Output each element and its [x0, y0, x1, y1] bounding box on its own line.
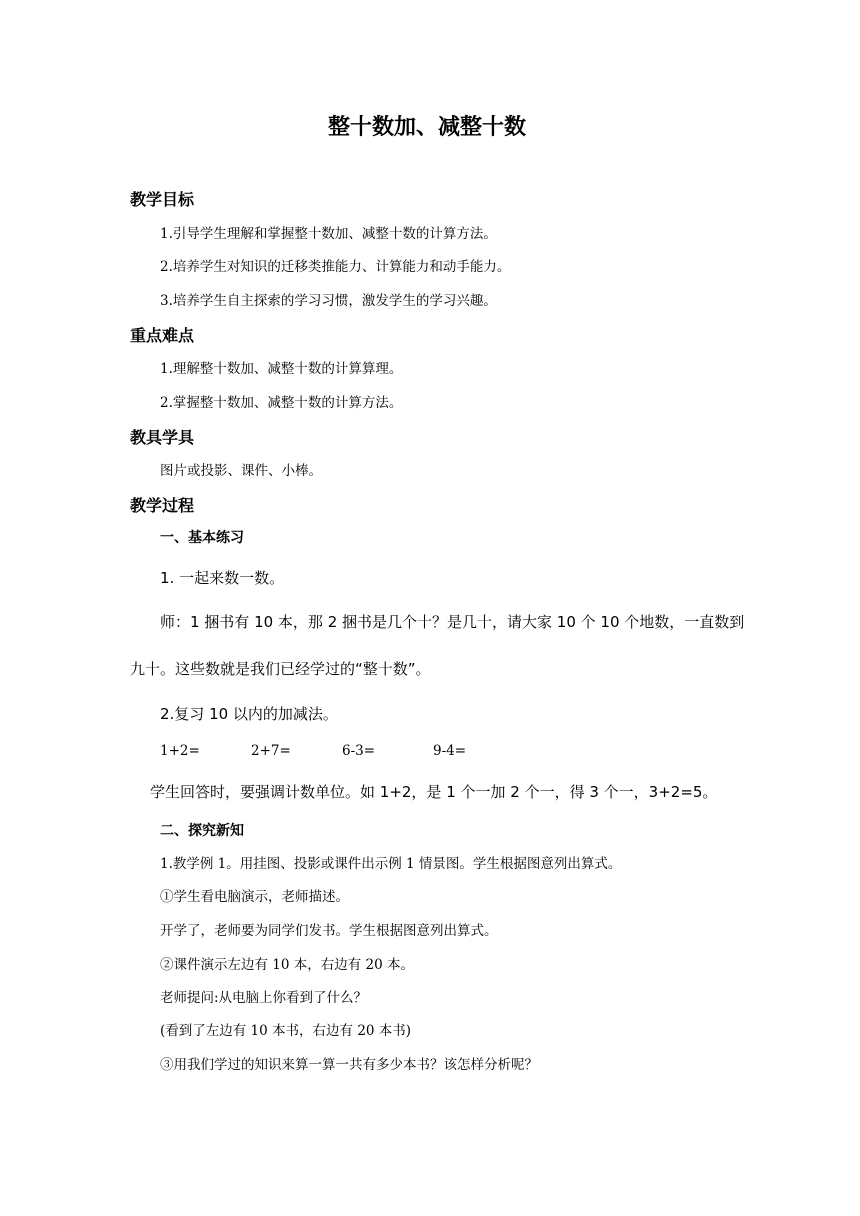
- part2-heading: 二、探究新知: [160, 823, 244, 839]
- teacher-line-2: 九十。这些数就是我们已经学过的“整十数”。: [130, 660, 431, 678]
- section-heading-process: 教学过程: [130, 496, 195, 515]
- objective-item-1: 1.引导学生理解和掌握整十数加、减整十数的计算方法。: [160, 226, 497, 242]
- part2-line-2: ①学生看电脑演示，老师描述。: [160, 889, 349, 905]
- part2-line-3: 开学了，老师要为同学们发书。学生根据图意列出算式。: [160, 923, 498, 939]
- counting-unit-note: 学生回答时，要强调计数单位。如 1+2，是 1 个一加 2 个一，得 3 个一，3+2=5。: [150, 783, 718, 801]
- objective-item-2: 2.培养学生对知识的迁移类推能力、计算能力和动手能力。: [160, 259, 511, 275]
- section-heading-key-points: 重点难点: [130, 326, 195, 345]
- exercise-4: 9-4=: [433, 743, 467, 759]
- part2-line-1: 1.教学例 1。用挂图、投影或课件出示例 1 情景图。学生根据图意列出算式。: [160, 856, 622, 872]
- part2-line-6: (看到了左边有 10 本书，右边有 20 本书): [160, 1023, 412, 1039]
- objective-item-3: 3.培养学生自主探索的学习习惯，激发学生的学习兴趣。: [160, 293, 497, 309]
- section-heading-materials: 教具学具: [130, 428, 195, 447]
- exercise-2: 2+7=: [251, 743, 291, 759]
- part1-item-1: 1. 一起来数一数。: [160, 569, 285, 587]
- part2-line-7: ③用我们学过的知识来算一算一共有多少本书？该怎样分析呢？: [160, 1057, 538, 1073]
- part1-heading: 一、基本练习: [160, 530, 244, 546]
- section-heading-objectives: 教学目标: [130, 190, 195, 209]
- materials-text: 图片或投影、课件、小棒。: [160, 463, 322, 479]
- key-point-item-1: 1.理解整十数加、减整十数的计算算理。: [160, 361, 403, 377]
- part1-item-2: 2.复习 10 以内的加减法。: [160, 705, 338, 723]
- part2-line-5: 老师提问:从电脑上你看到了什么？: [160, 990, 368, 1006]
- key-point-item-2: 2.掌握整十数加、减整十数的计算方法。: [160, 395, 403, 411]
- exercise-3: 6-3=: [342, 743, 376, 759]
- exercise-1: 1+2=: [160, 743, 200, 759]
- page-title: 整十数加、减整十数: [328, 115, 527, 140]
- part2-line-4: ②课件演示左边有 10 本，右边有 20 本。: [160, 957, 415, 973]
- teacher-line-1: 师：1 捆书有 10 本，那 2 捆书是几个十？是几十，请大家 10 个 10 个地数，一直数到: [160, 613, 745, 631]
